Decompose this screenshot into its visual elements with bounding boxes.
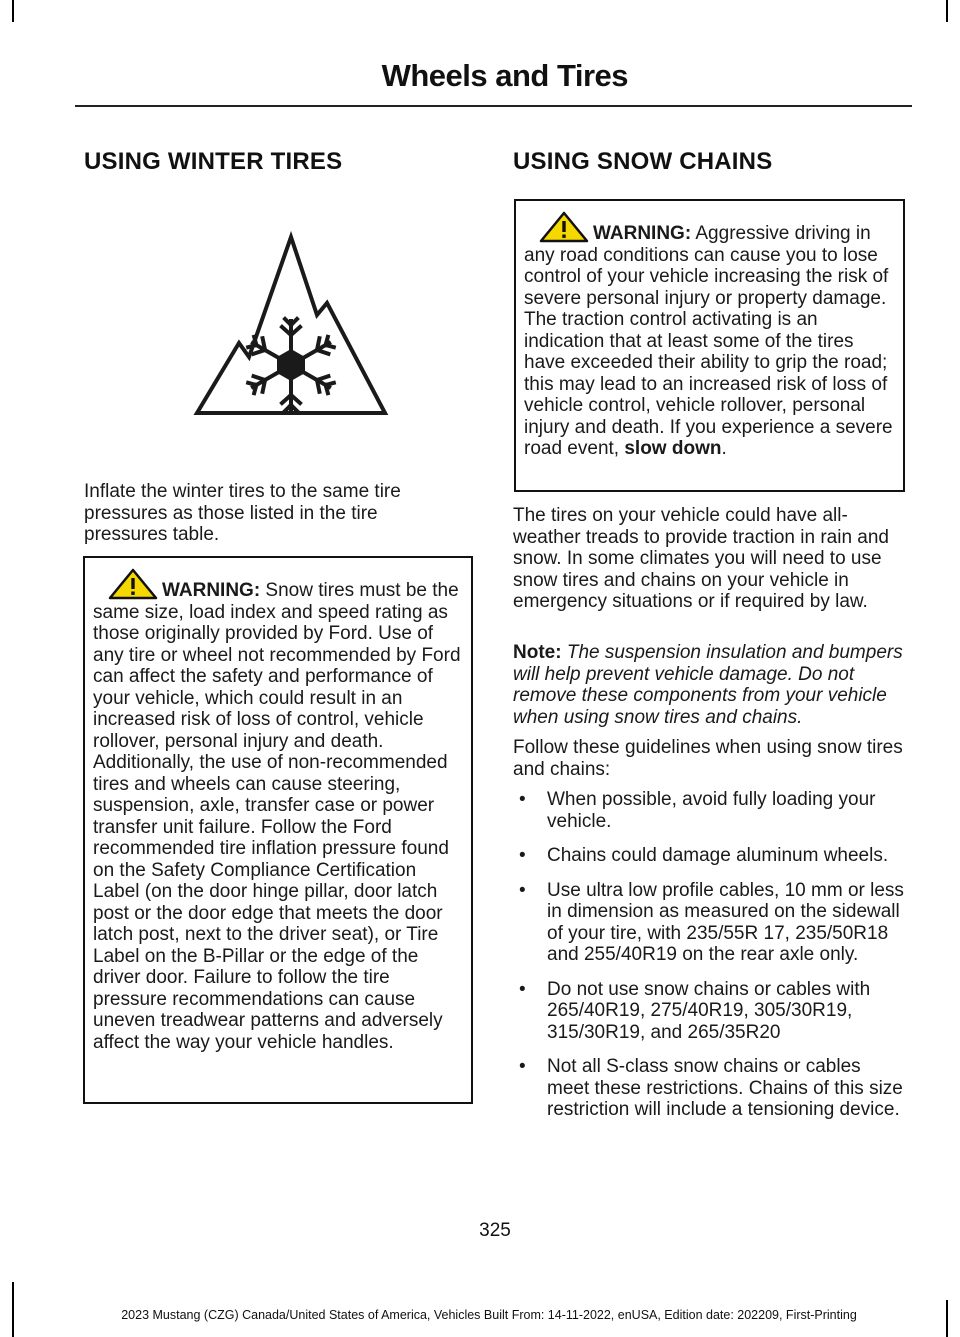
winter-tires-intro: Inflate the winter tires to the same tire pressures as those listed in the tire pressures table. (84, 481, 401, 545)
warning-body: Snow tires must be the same size, load index and speed rating as those originally provided by Ford. Use of any tire or wheel not recommended by Ford can affect the safety and performance of your vehicle, which could result in an increased risk of loss of control, vehicle rollover, personal injury and death. Additionally, the use of non-recommended tires and wheels can cause steering, suspension, axle, transfer case or power transfer unit failure. Follow the Ford recommended tire inflation pressure found on the Safety Compliance Certification Label (on the door hinge pillar, door latch post or the door edge that meets the door latch post, next to the driver seat), or Tire Label on the B-Pillar or the edge of the driver door. Failure to follow the tire pressure recommendations can cause uneven treadwear patterns and adversely affect the way your vehicle handles. (93, 580, 461, 1053)
warning-body: Aggressive driving in any road conditions can cause you to lose control of your vehicle increasing the risk of severe personal injury or property damage. The traction control activating is an indication that at least some of the tires have exceeded their ability to grip the road; this may lead to an increased risk of loss of vehicle control, vehicle rollover, personal injury and death. If you experience a severe road event, (524, 223, 893, 459)
warning-label: WARNING: (162, 580, 261, 601)
page-number: 325 (479, 1220, 511, 1241)
warning-box-winter-tires (83, 556, 473, 1104)
bullet-marker: • (519, 845, 526, 866)
crop-mark-top-right (946, 0, 948, 22)
edition-footer: 2023 Mustang (CZG) Canada/United States of America, Vehicles Built From: 14-11-2022, enUSA, Edition date: 202209, First-Printing (121, 1308, 857, 1322)
snow-chains-intro: The tires on your vehicle could have all-weather treads to provide traction in rain and snow. In some climates you will need to use snow tires and chains on your vehicle in emergency situations or if required by law. (513, 505, 889, 612)
warning-text-block (93, 568, 465, 1053)
list-item: • Use ultra low profile cables, 10 mm or less in dimension as measured on the sidewall of your tire, with 235/55R 17, 235/50R18 and 255/40R19 on the rear axle only. (519, 879, 904, 965)
list-item: • Chains could damage aluminum wheels. (519, 845, 889, 866)
header-divider (75, 105, 912, 107)
warning-label: WARNING: (593, 223, 692, 244)
note-body: The suspension insulation and bumpers will help prevent vehicle damage. Do not remove these components from your vehicle when using snow tires and chains. (513, 642, 903, 728)
bullet-marker: • (519, 789, 526, 810)
crop-mark-top-left (12, 0, 14, 22)
bullet-marker: • (519, 978, 526, 1000)
page-header-title: Wheels and Tires (381, 58, 628, 93)
bullet-marker: • (519, 879, 526, 901)
section-heading-snow-chains: USING SNOW CHAINS (513, 148, 773, 175)
warning-emphasis: slow down (624, 438, 722, 459)
list-item: • Not all S-class snow chains or cables meet these restrictions. Chains of this size restriction will include a tensioning device. (519, 1056, 903, 1120)
snow-chains-note (513, 642, 907, 728)
bullet-marker: • (519, 1056, 526, 1077)
guidelines-list (513, 789, 907, 1134)
warning-text-block (524, 211, 897, 460)
warning-triangle-icon (108, 568, 158, 600)
note-label: Note: (513, 642, 562, 663)
guidelines-intro: Follow these guidelines when using snow tires and chains: (513, 737, 903, 780)
warning-box-snow-chains (514, 199, 905, 492)
section-heading-winter-tires: USING WINTER TIRES (84, 148, 343, 175)
list-item: • When possible, avoid fully loading your vehicle. (519, 789, 876, 832)
list-item: • Do not use snow chains or cables with 265/40R19, 275/40R19, 305/30R19, 315/30R19, and 265/35R20 (519, 978, 871, 1043)
warning-end: . (721, 438, 727, 459)
warning-triangle-icon (539, 211, 589, 243)
three-peak-mountain-snowflake-icon (193, 225, 389, 417)
